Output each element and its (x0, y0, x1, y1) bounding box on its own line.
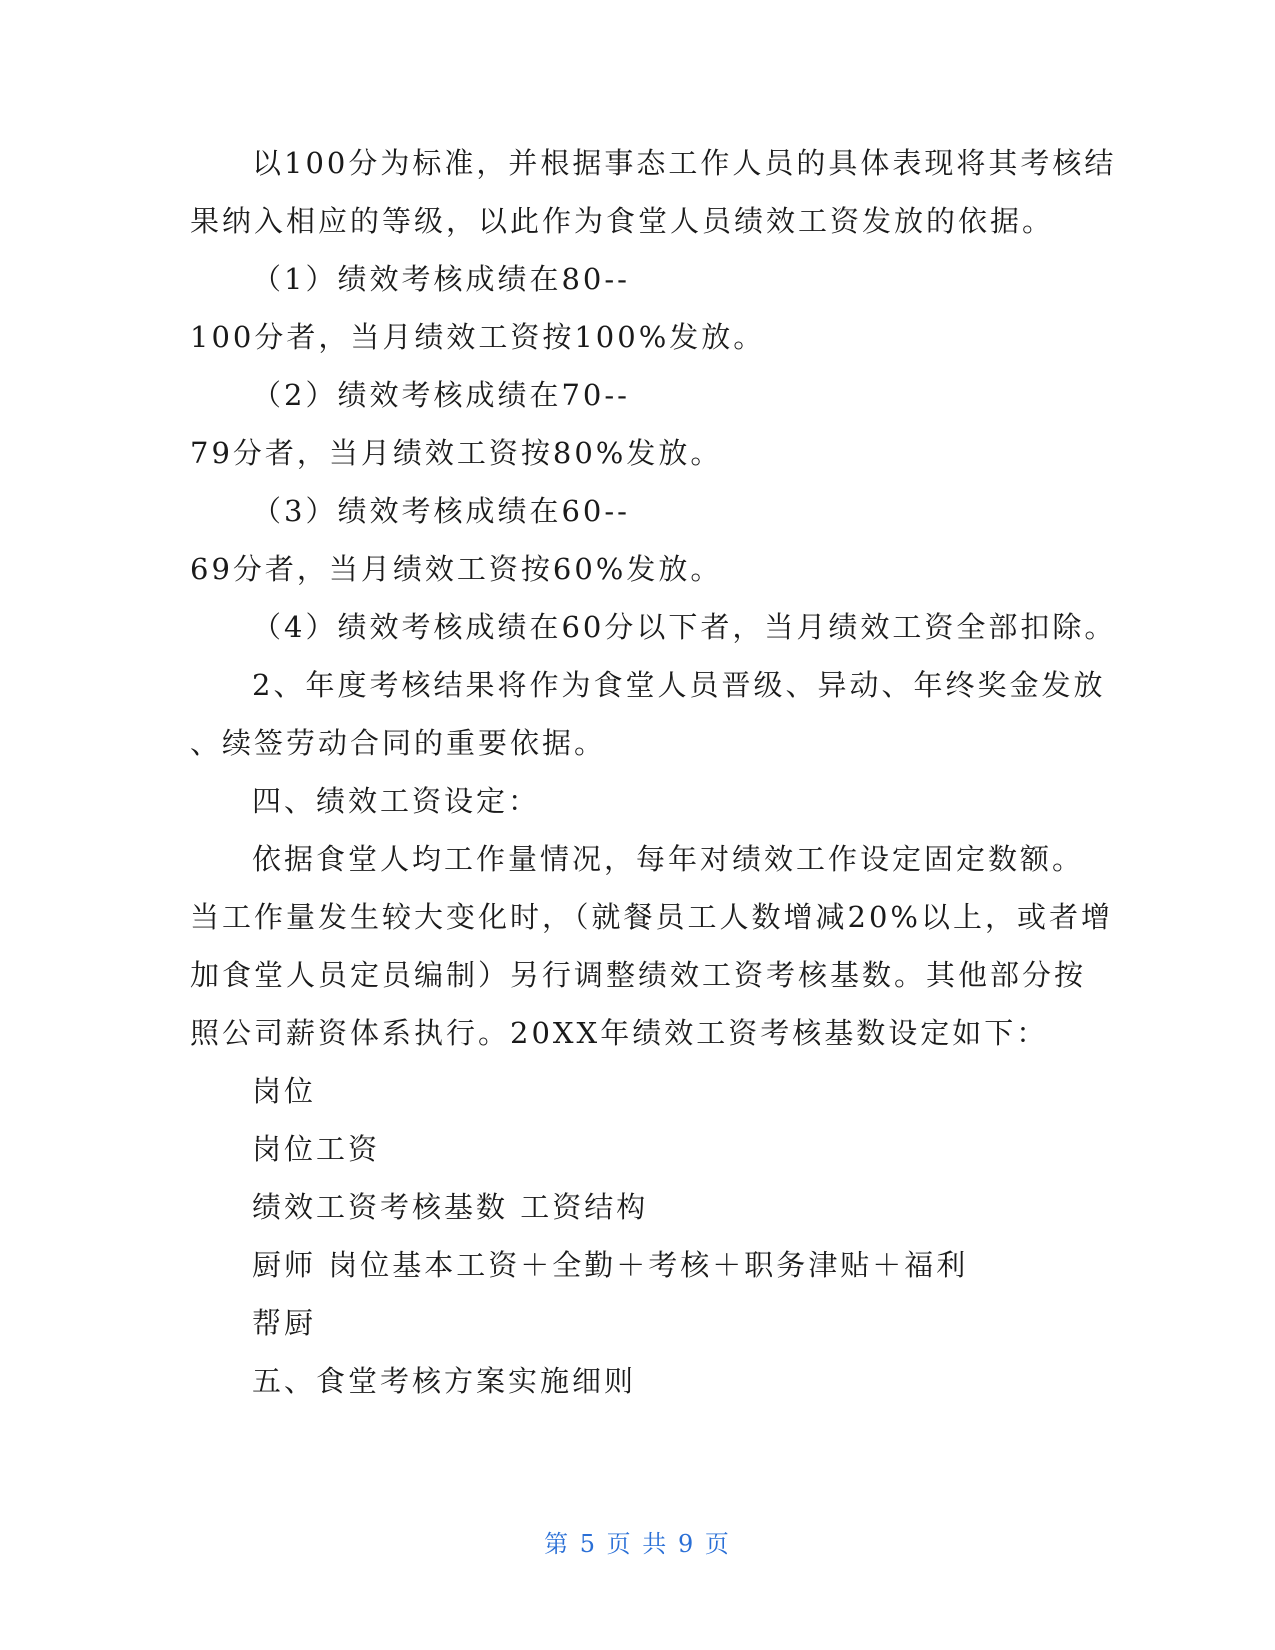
list-item-2-line: （2）绩效考核成绩在70-- (252, 378, 630, 412)
list-item-2-line: 79分者，当月绩效工资按80%发放。 (190, 436, 723, 470)
list-item-3-line: （3）绩效考核成绩在60-- (252, 494, 630, 528)
table-text-line: 帮厨 (252, 1306, 317, 1340)
list-item-3-line: 69分者，当月绩效工资按60%发放。 (190, 552, 723, 586)
paragraph-line: 依据食堂人均工作量情况，每年对绩效工作设定固定数额。 (252, 842, 1085, 876)
paragraph-line: 照公司薪资体系执行。20XX年绩效工资考核基数设定如下： (190, 1016, 1049, 1050)
section-heading: 五、食堂考核方案实施细则 (252, 1364, 637, 1398)
table-text-line: 岗位工资 (252, 1132, 381, 1166)
paragraph-line: 2、年度考核结果将作为食堂人员晋级、异动、年终奖金发放 (252, 668, 1106, 702)
table-text-line: 岗位 (252, 1074, 317, 1108)
paragraph-line: 以100分为标准，并根据事态工作人员的具体表现将其考核结 (252, 146, 1117, 180)
table-text-line: 绩效工资考核基数 工资结构 (252, 1190, 649, 1224)
section-heading: 四、绩效工资设定： (252, 784, 541, 818)
paragraph-line: 、续签劳动合同的重要依据。 (190, 726, 607, 760)
paragraph-line: 果纳入相应的等级，以此作为食堂人员绩效工资发放的依据。 (190, 204, 1055, 238)
page-number-footer: 第 5 页 共 9 页 (544, 1530, 731, 1558)
paragraph-line: 加食堂人员定员编制）另行调整绩效工资考核基数。其他部分按 (190, 958, 1087, 992)
table-text-line: 厨师 岗位基本工资＋全勤＋考核＋职务津贴＋福利 (252, 1248, 969, 1282)
paragraph-line: 当工作量发生较大变化时，（就餐员工人数增减20%以上，或者增 (190, 900, 1113, 934)
list-item-1-line: 100分者，当月绩效工资按100%发放。 (190, 320, 766, 354)
list-item-4-line: （4）绩效考核成绩在60分以下者，当月绩效工资全部扣除。 (252, 610, 1117, 644)
list-item-1-line: （1）绩效考核成绩在80-- (252, 262, 630, 296)
